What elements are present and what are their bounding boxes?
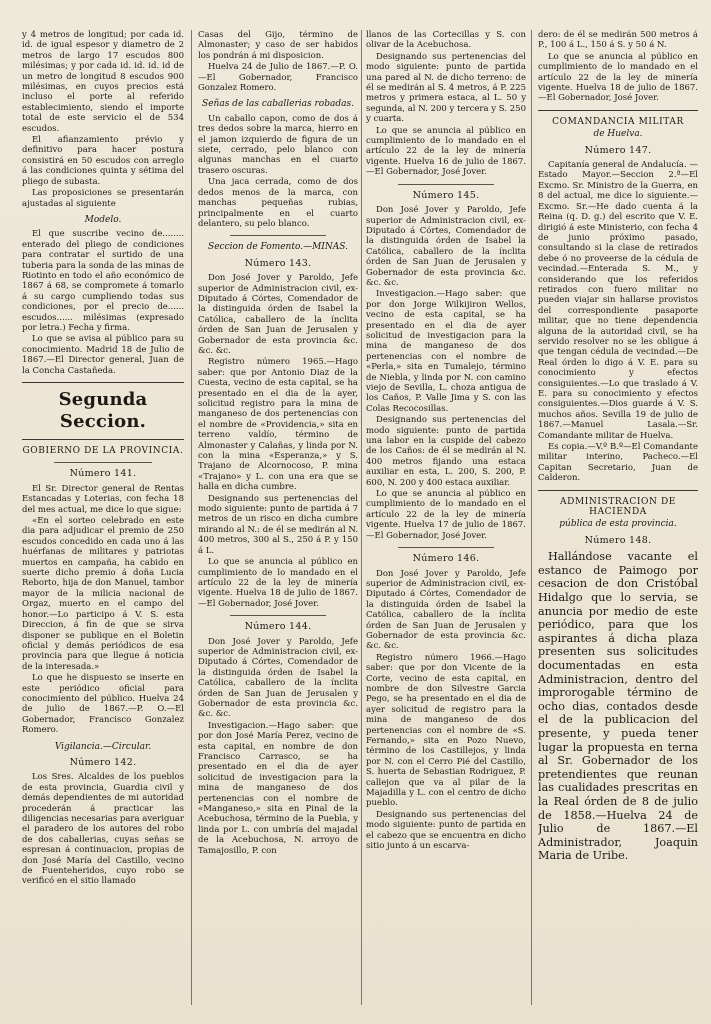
paragraph: El que suscribe vecino de........ enterado del pliego de condiciones para contratar el surtido de una tuberia para la sonda de las minas de Riotinto en todo el año económico de 1867 á 68, se compromete á tomarlo á su cargo cumpliendo todas sus condiciones, por el precio de...... escudos...... milésimas (expresado por letra.) Fecha y firma. (22, 229, 184, 333)
column-divider (531, 30, 532, 1005)
section-rule (538, 110, 698, 111)
paragraph: Registro número 1965.—Hago saber: que por Antonio Diaz de la Cuesta, vecino de esta capital, se ha presentado en el dia de la ayer, solicitud registro para la mina de manganeso de dos pertenencias con el nombre de «Providencia,» sita en terreno valdío, término de Almonaster y Calañas, y linda por N. con la mina «Esperanza,» y S. Trajano de Alcornocoso, P. mina «Trajano» y L. con una era que se halla en dicha cumbre. (198, 357, 358, 493)
government-heading: GOBIERNO DE LA PROVINCIA. (22, 446, 184, 456)
paragraph: Es copia.—V.º B.º—El Comandante militar interino, Pacheco.—El Capitan Secretario, Juan de Calderon. (538, 442, 698, 484)
paragraph: Designando sus pertenencias del modo siguiente: punto de partida en el cabezo que se encuentra en dicho sitio junto á un escarva- (366, 809, 526, 852)
paragraph: Huelva 24 de Julio de 1867.—P. O.—El Gobernador, Francisco Gonzalez Romero. (198, 62, 358, 94)
divider (398, 184, 494, 185)
paragraph: y 4 metros de longitud; por cada id. id. de igual espesor y diametro de 2 metros de largo 17 escudos 800 milésimas; y por cada id. id. id. id de un metro de longitud 8 escudos 900 milésimas, en cuyos precios está incluso el porte al referido establecimiento, siendo el importe total de este servicio el de 534 escudos. (22, 30, 184, 134)
paragraph: Lo que se anuncia al público en cumplimiento de lo mandado en el artículo 22 de la ley de minería vigente. Huelva 16 de julio de 1867.—El Gobernador, José Jover. (366, 125, 526, 178)
paragraph: Casas del Gijo, término de Almonaster; y caso de ser habidos los pondrán á mi disposicion. (198, 30, 358, 61)
paragraph: Hallándose vacante el estanco de Paimogo por cesacion de don Cristóbal Hidalgo que lo servia, se anuncia por medio de este periódico, para que los aspirantes á dicha plaza presenten sus solicitudes documentadas en esta Administracion, dentro del improrogable término de ocho dias, contados desde el de la publicacion del presente, y pueda tener lugar la propuesta en terna al Sr. Gobernador de los pretendientes que reunan las cualidades prescritas en la Real órden de 8 de julio de 1858.—Huelva 24 de Julio de 1867.—El Administrador, Joaquin Maria de Uribe. (538, 550, 698, 863)
treasury-subheading: pública de esta provincia. (559, 519, 677, 530)
paragraph: Capitanía general de Andalucía. —Estado Mayor.—Seccion 2.ª—El Excmo. Sr. Ministro de la Guerra, en 8 del actual, me dice lo siguiente.—Excmo. Sr.—He dado cuenta á la Reina (q. D. g.) del escrito que V. E. dirigió á este Ministerio, con fecha 4 de junio próximo pasado, consultando si la clase de retirados debe ó no proveerse de la cédula de vecindad.—Enterada S. M., y considerando que los referidos retirados con fuero militar no pueden viajar sin hallarse provistos del correspondiente pasaporte militar, que no tiene dependencia alguna de la autoridad civil, se ha servido resolver no se les obligue á que tengan cédula de vecindad.—De Real órden lo digo á V. E. para su conocimiento y efectos consiguientes.—Lo que traslado á V. E. para su conocimiento y efectos consiguientes.—Dios guarde á V. S. muchos años. Sevilla 19 de julio de 1867.—Manuel Lasala.—Sr. Comandante militar de Huelva. (538, 160, 698, 441)
article-number: Número 147. (584, 144, 652, 156)
vigilance-heading: Vigilancia.—Circular. (54, 741, 152, 752)
paragraph: Don José Jover y Paroldo, Jefe superior de Administracion civil, ex-Diputado á Córtes, Comendador de la distinguida órden de Isabel la Católica, caballero de la ínclita órden de San Juan de Jerusalen y Gobernador de esta provincia &c. &c. &c. (198, 636, 358, 720)
divider (230, 235, 326, 236)
paragraph: Una jaca cerrada, como de dos dedos menos de la marca, con manchas pequeñas rubias, principalmente en el cuarto delantero, su pelo blanco. (198, 177, 358, 229)
article-number: Número 144. (244, 621, 312, 633)
paragraph: Un caballo capon, como de dos á tres dedos sobre la marca, hierro en el jamon izquierdo de figura de un siete, cerrado, pelo blanco con algunas manchas en el cuarto trasero oscuras. (198, 113, 358, 176)
section-rule (22, 439, 184, 440)
paragraph: Lo que se anuncia al público en cumplimiento de lo mandado en el artículo 22 de la ley de minería vigente. Huelva 17 de julio de 1867.—El Gobernador, José Jover. (366, 489, 526, 541)
paragraph: Investigacion.—Hago saber: que por don Jorge Wilkijiron Wellos, vecino de esta capital, se ha presentado en el dia de ayer solicitud de investigacion para la mina de manganeso de dos pertenencias con el nombre de «Perla,» sita en Tumalejo, término de Niebla, y linda por N. con camino viejo de Sevilla, L. choza antigua de los Caños, P. Valle Jima y S. con las Colas Recocosillas. (366, 289, 526, 414)
paragraph: llanos de las Cortecillas y S. con olivar de la Acebuchosa. (366, 30, 526, 51)
column-4 (538, 30, 698, 1010)
paragraph: Don José Jover y Paroldo, Jefe superior de Administracion civil, ex-Diputado á Córtes, Comendador de la distinguida órden de Isabel la Católica, caballero de la ínclita órden de San Juan de Jerusalen y Gobernador de esta provincia &c. &c. &c. (366, 205, 526, 288)
paragraph: Registro número 1966.—Hago saber: que por don Vicente de la Corte, vecino de esta capital, en nombre de don Silvestre Garcia Pego, se ha presentado en el dia de ayer solicitud de registro para la mina de manganeso de dos pertenencias con el nombre de «S. Fernando,» sita en Pozo Nuevo, término de los Castillejos, y linda por N. con el Cerro Pié del Castillo, S. huerta de Sebastian Rodriguez, P. callejon que va al pilar de la Majadilla y L. con el centro de dicho pueblo. (366, 652, 526, 809)
divider (54, 462, 151, 463)
article-number: Número 146. (412, 553, 480, 565)
paragraph: Las proposiciones se presentarán ajustadas al siguiente (22, 188, 184, 209)
article-number: Número 141. (69, 468, 137, 480)
paragraph: Lo que se anuncia al público en cumplimiento de lo mandado en el artículo 22 de la ley de minería vigente. Huelva 18 de julio de 1867.—El Gobernador, José Jover. (538, 51, 698, 104)
paragraph: Don José Jover y Paroldo, Jefe superior de Administracion civil, ex-Diputado á Córtes, Comendador de la distinguida órden de Isabel la Católica, caballero de la ínclita órden de San Juan de Jerusalen y Gobernador de esta provincia &c. &c. &c. (198, 273, 358, 356)
treasury-heading: ADMINISTRACION DE HACIENDA (560, 496, 676, 518)
paragraph: El afianzamiento prévio y definitivo para hacer postura consistirá en 50 escudos con arreglo á las condiciones quinta y sétima del pliego de subasta. (22, 135, 184, 187)
paragraph: Designando sus pertenencias del modo siguiente: punto de partida una pared al N. de dicho terreno: de él se medirán al S. 4 metros, á P. 225 metros y primera estaca, al L. 50 y segunda, al N. 200 y tercera y S. 250 y cuarta. (366, 51, 526, 125)
column-1 (22, 30, 184, 1010)
paragraph: Los Sres. Alcaldes de los pueblos de esta provincia, Guardia civil y demás dependientes de mi autoridad procederán á practicar las diligencias necesarias para averiguar el paradero de los autores del robo de dos caballerias, cuyas señas se espresan á continuacion, propias de don José María del Castillo, vecino de Fuenteheridos, cuyo robo se verificó en el sitio llamado (22, 772, 184, 887)
section-rule (538, 490, 698, 491)
paragraph: El Sr. Director general de Rentas Estancadas y Loterias, con fecha 18 del mes actual, me dice lo que sigue: (22, 483, 184, 515)
paragraph: Don José Jover y Paroldo, Jefe superior de Administracion civil, ex-Diputado á Córtes, Comendador de la distinguida órden de Isabel la Católica, caballero de la ínclita órden de San Juan de Jerusalen y Gobernador de esta provincia &c. &c. &c. (366, 568, 526, 652)
column-2 (198, 30, 358, 1010)
military-command-heading: COMANDANCIA MILITAR (552, 116, 684, 127)
article-number: Número 143. (244, 257, 312, 269)
paragraph: «En el sorteo celebrado en este dia para adjudicar el premio de 250 escudos concedido en cada uno á las huérfanas de militares y patriotas muertos en campaña, ha cabido en suerte dicho premio á doña Lucia Reborto, hija de don Manuel, tambor mayor de la milicia nacional de Orgaz, muerto en el campo del honor.—Lo participo á V. S. esta Direccion, á fin de que se sirva disponer se publique en el Boletin oficial y demás periódicos de esa provincia para que llegue á noticia de la interesada.» (22, 516, 184, 672)
paragraph: Lo que he dispuesto se inserte en este periódico oficial para conocimiento del público. Huelva 24 de julio de 1867.—P. O.—El Gobernador, Francisco Gonzalez Romero. (22, 673, 184, 736)
section-rule (22, 382, 184, 383)
divider (230, 615, 326, 616)
model-heading: Modelo. (84, 214, 122, 225)
column-3 (366, 30, 526, 1010)
paragraph: dero: de él se medirán 500 metros á P., 100 á L., 150 á S. y 50 á N. (538, 30, 698, 51)
paragraph: Designando sus pertenencias del modo siguiente: punto de partida á 7 metros de un risco en dicha cumbre mirando al N.: de él se medirán al N. 400 metros, 300 al S., 250 á P. y 150 á L. (198, 493, 358, 556)
article-number: Número 148. (584, 534, 652, 546)
stolen-horses-heading: Señas de las caballerias robadas. (202, 99, 354, 110)
fomento-heading: Seccion de Fomento.—MINAS. (208, 242, 348, 253)
article-number: Número 142. (69, 756, 137, 768)
article-number: Número 145. (412, 189, 480, 201)
paragraph: Lo que se avisa al público para su conocimiento. Madrid 18 de Julio de 1867.—El Director general, Juan de la Concha Castañeda. (22, 334, 184, 376)
paragraph: Investigacion.—Hago saber: que por don José María Perez, vecino de esta capital, en nombre de don Francisco Carrasco, se ha presentado en el dia de ayer solicitud de investigacion para la mina de manganeso de dos pertenencias con el nombre de «Manganeso,» sita en Pinal de la Acebuchosa, término de la Puebla, y linda por L. con umbría del majadal de la Acebuchosa, N. arroyo de Tamajosillo, P. con (198, 720, 358, 856)
column-divider (361, 30, 362, 1005)
paragraph: Lo que se anuncia al público en cumplimiento de lo mandado en el artículo 22 de la ley de minería vigente. Huelva 18 de julio de 1867.—El Gobernador, José Jover. (198, 557, 358, 609)
section-title: Segunda Seccion. (58, 389, 148, 432)
column-divider (191, 30, 192, 1005)
military-command-subheading: de Huelva. (593, 129, 643, 140)
divider (398, 547, 494, 548)
paragraph: Designando sus pertenencias del modo siguiente: punto de partida una labor en la cuspide del cabezo de los Caños: de él se medirán al N. 400 metros fijando una estaca auxiliar en esta, L. 200, S. 200, P. 600, N. 200 y 400 estaca auxiliar. (366, 415, 526, 488)
